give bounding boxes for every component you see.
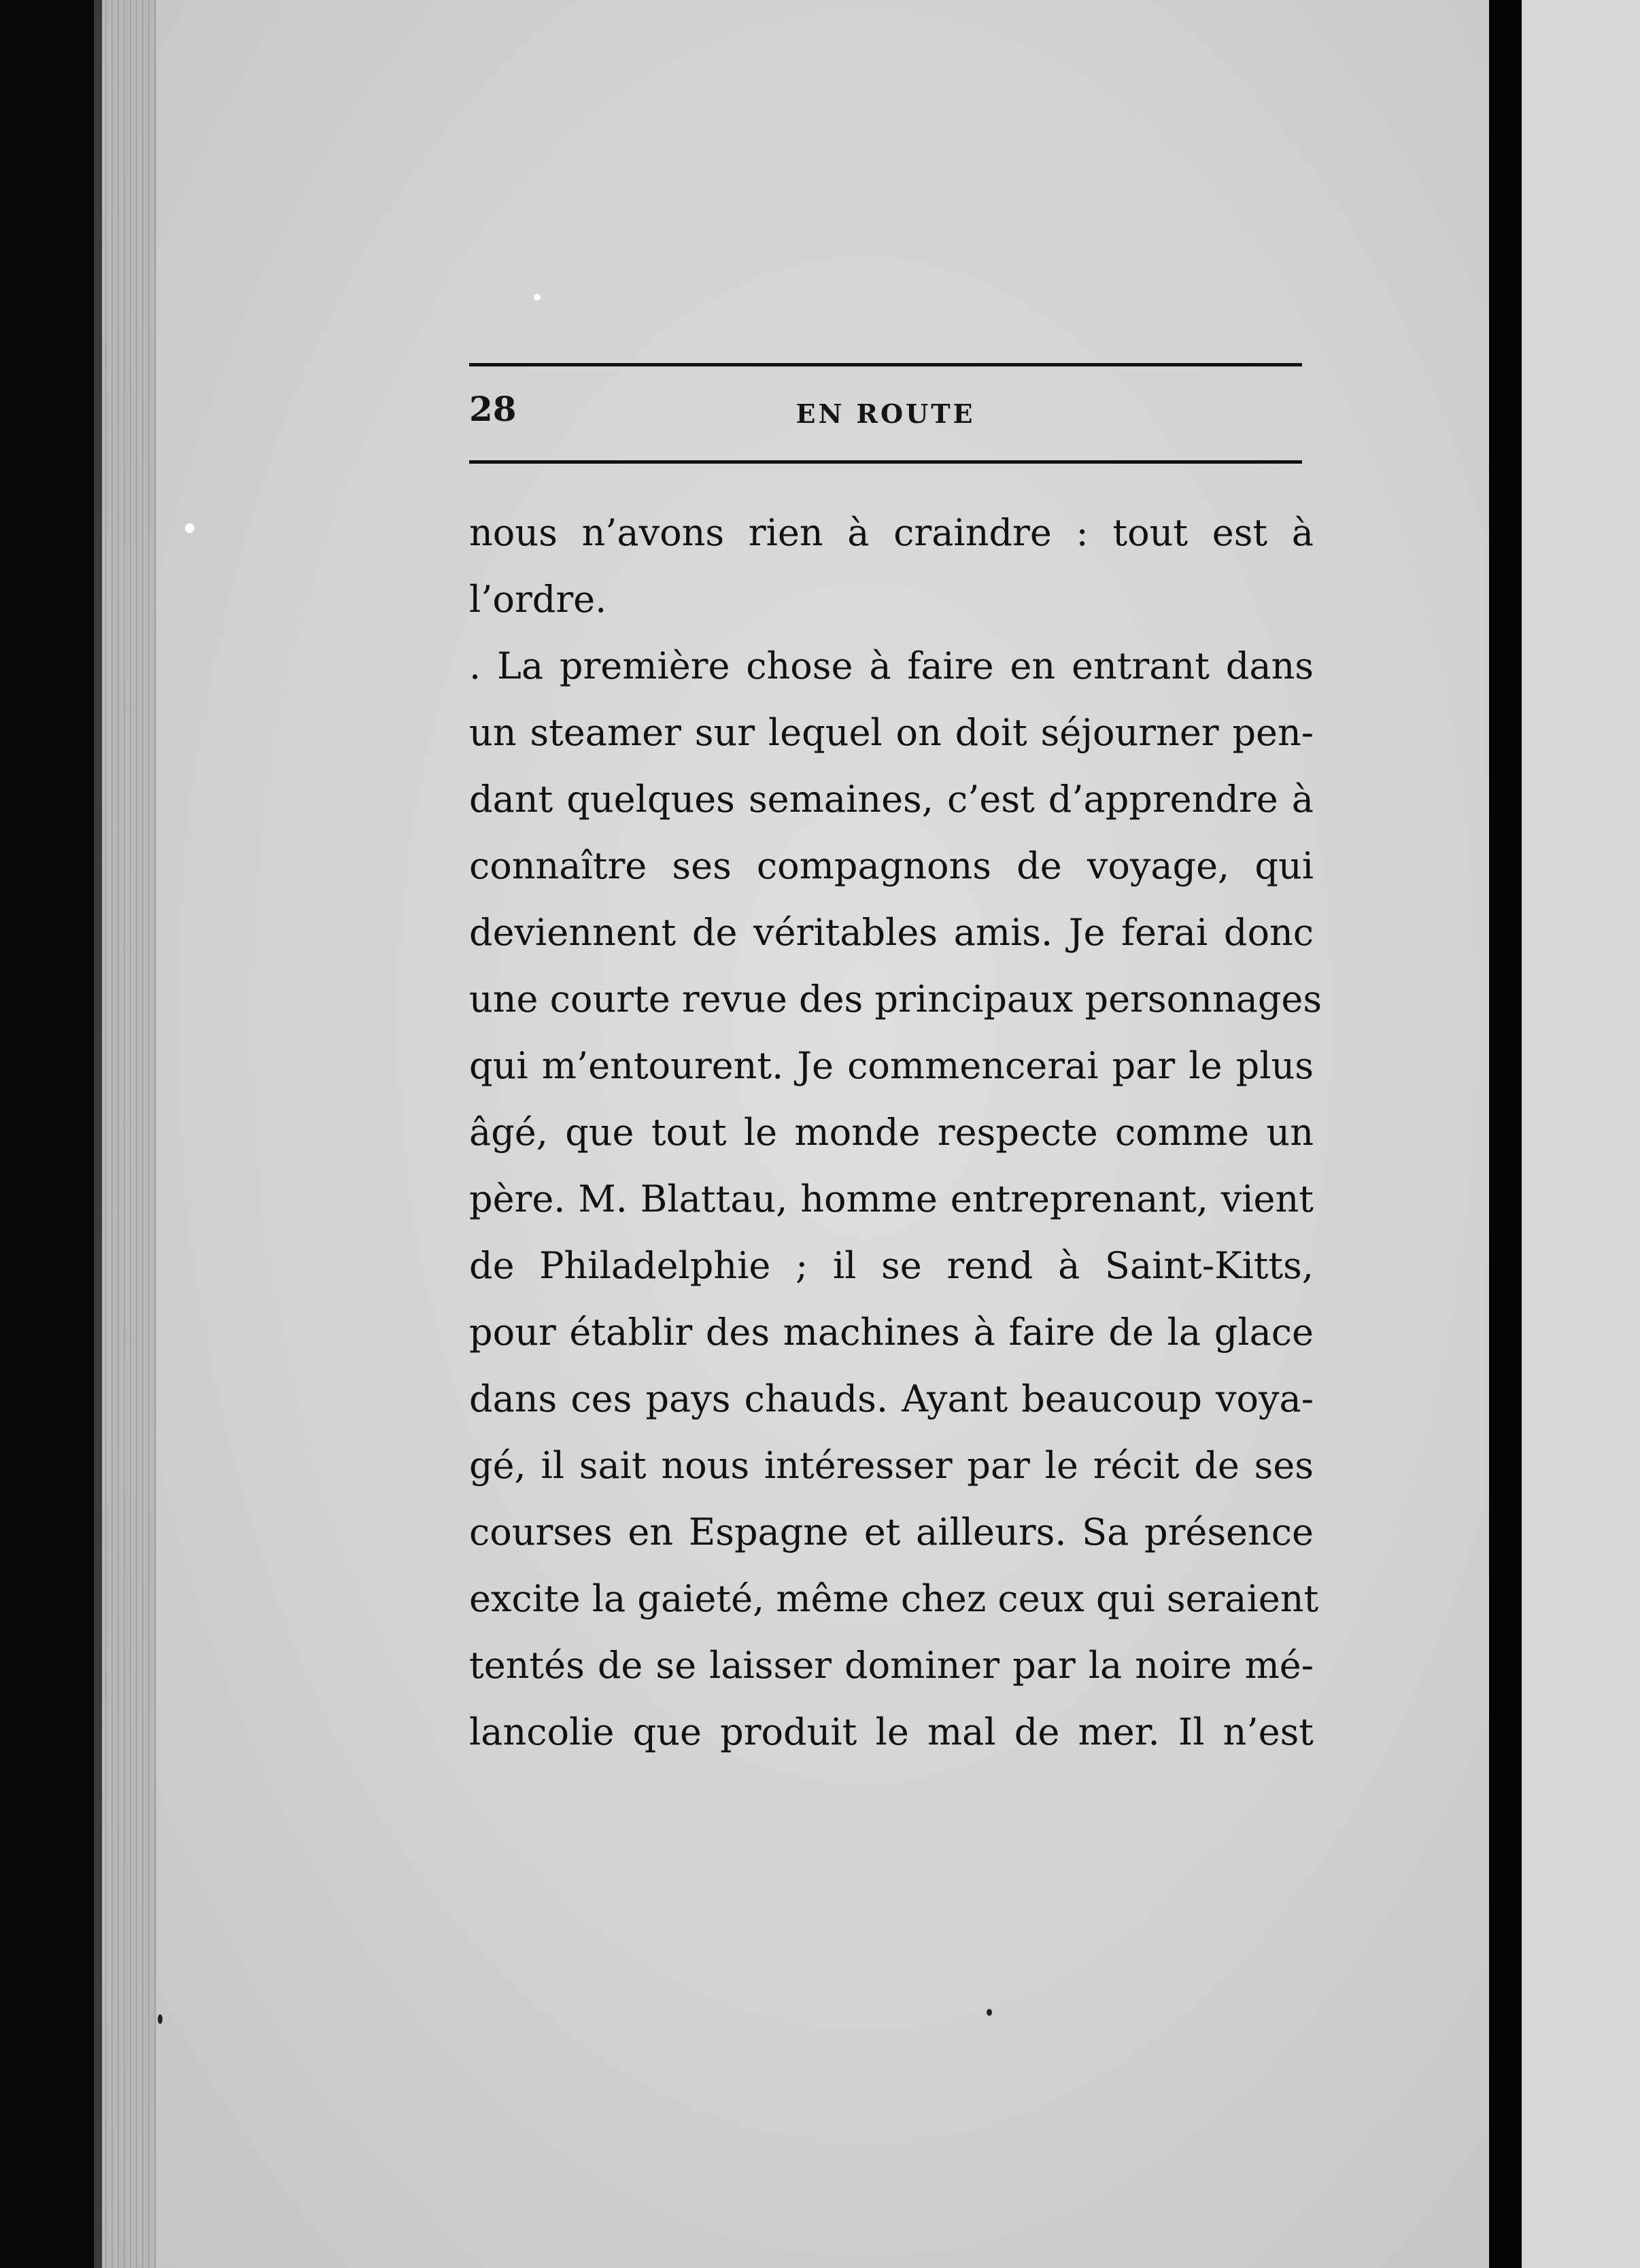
text-line: pour établir des machines à faire de la glace [469, 1311, 1314, 1354]
text-line: un steamer sur lequel on doit séjourner pen- [469, 711, 1314, 754]
text-line: . La première chose à faire en entrant dans [469, 645, 1314, 687]
scan-speck [185, 523, 194, 533]
scan-speck [987, 2009, 992, 2016]
page-number: 28 [469, 389, 517, 429]
header-rule-top [469, 363, 1302, 366]
text-line: de Philadelphie ; il se rend à Saint-Kitts, [469, 1244, 1314, 1287]
scan-speck [158, 2014, 163, 2024]
running-head: EN ROUTE [796, 398, 976, 429]
text-line: courses en Espagne et ailleurs. Sa présence [469, 1511, 1314, 1553]
text-line: âgé, que tout le monde respecte comme un [469, 1111, 1314, 1154]
text-line: tentés de se laisser dominer par la noire mé- [469, 1644, 1314, 1687]
text-line: excite la gaieté, même chez ceux qui seraient [469, 1577, 1319, 1620]
text-line: dans ces pays chauds. Ayant beaucoup voya- [469, 1377, 1314, 1420]
book-gutter [1489, 0, 1522, 2268]
text-line: gé, il sait nous intéresser par le récit de ses [469, 1444, 1314, 1487]
scan-speck [534, 294, 541, 300]
text-line: une courte revue des principaux personnages [469, 978, 1322, 1020]
text-line: l’ordre. [469, 578, 607, 621]
text-line: nous n’avons rien à craindre : tout est à [469, 511, 1314, 554]
page-edge-stack [102, 0, 156, 2268]
page-header [469, 388, 1302, 442]
text-line: lancolie que produit le mal de mer. Il n’est [469, 1711, 1314, 1753]
text-line: qui m’entourent. Je commencerai par le plus [469, 1044, 1314, 1087]
text-line: père. M. Blattau, homme entreprenant, vient [469, 1178, 1314, 1220]
text-line: connaître ses compagnons de voyage, qui [469, 844, 1314, 887]
facing-page-edge [1522, 0, 1640, 2268]
body-text [469, 500, 1322, 1766]
text-line: deviennent de véritables amis. Je ferai donc [469, 911, 1314, 954]
text-line: dant quelques semaines, c’est d’apprendre à [469, 778, 1314, 821]
header-rule-bottom [469, 460, 1302, 464]
